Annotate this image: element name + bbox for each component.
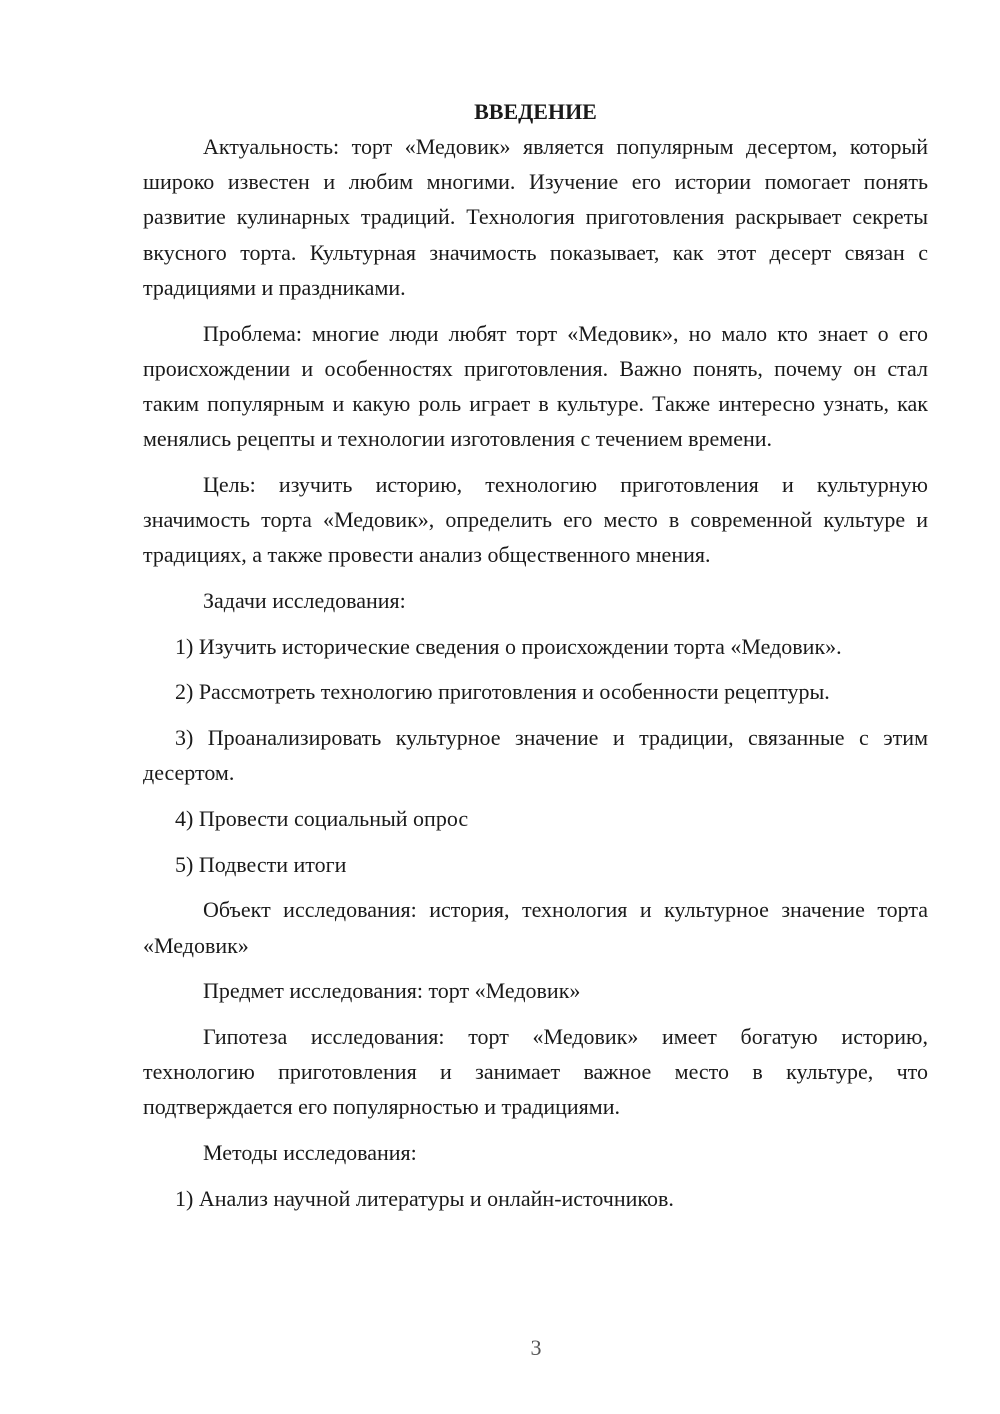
relevance-paragraph: Актуальность: торт «Медовик» является популярным десертом, который широко известен и любим многими. Изучение его истории помогает понять развитие кулинарных традиций. Технология приготовления раскрывает секреты вкусного торта. Культурная значимость показывает, как этот десерт связан с традициями и праздниками. [143,134,928,300]
section-heading: ВВЕДЕНИЕ [474,99,597,124]
page-content [143,94,928,1216]
hypothesis-paragraph: Гипотеза исследования: торт «Медовик» имеет богатую историю, технологию приготовления и занимает важное место в культуре, что подтверждается его популярностью и традициями. [143,1023,928,1120]
problem-paragraph: Проблема: многие люди любят торт «Медовик», но мало кто знает о его происхождении и особенностях приготовления. Важно понять, почему он стал таким популярным и какую роль играет в культуре. Также интересно узнать, как менялись рецепты и технологии изготовления с течением времени. [143,320,928,452]
page-number: 3 [530,1335,542,1360]
object-paragraph: Объект исследования: история, технология и культурное значение торта «Медовик» [143,897,928,958]
task-item: 1) Изучить исторические сведения о происхождении торта «Медовик». [175,633,842,659]
task-item: 5) Подвести итоги [175,851,347,877]
methods-title: Методы исследования: [203,1140,417,1166]
goal-paragraph: Цель: изучить историю, технологию приготовления и культурную значимость торта «Медовик», определить его место в современной культуре и традициях, а также провести анализ общественного мнения. [143,471,928,568]
subject-paragraph: Предмет исследования: торт «Медовик» [203,978,581,1004]
task-item: 3) Проанализировать культурное значение и традиции, связанные с этим десертом. [143,725,928,786]
method-item: 1) Анализ научной литературы и онлайн-источников. [175,1185,674,1211]
task-item: 4) Провести социальный опрос [175,805,469,831]
tasks-title: Задачи исследования: [203,587,406,613]
task-item: 2) Рассмотреть технологию приготовления и особенности рецептуры. [175,679,830,705]
